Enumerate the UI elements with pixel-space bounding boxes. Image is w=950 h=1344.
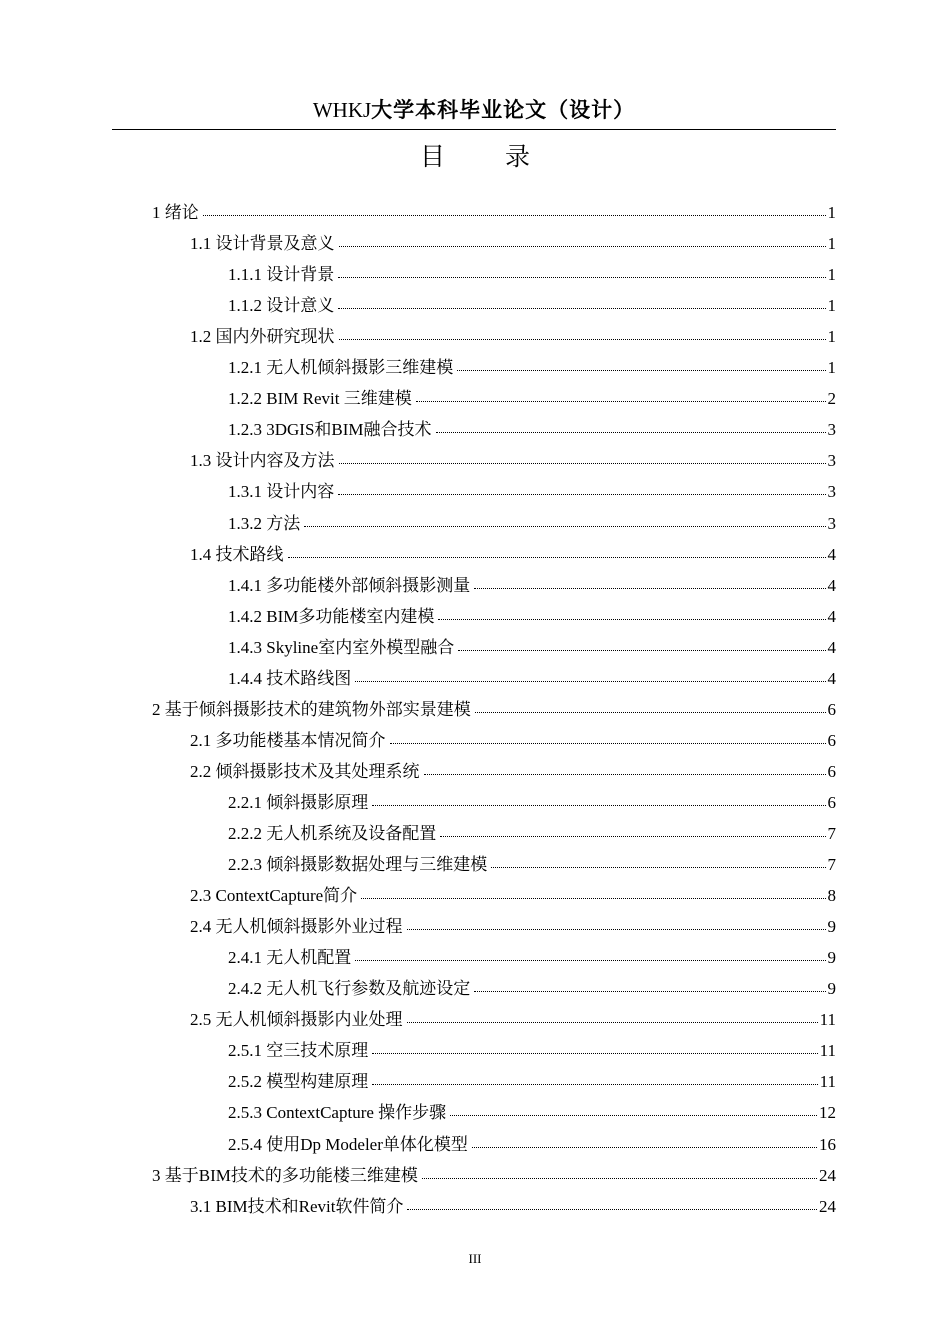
toc-entry-label: 2.4.1 无人机配置 — [228, 948, 352, 968]
toc-entry-page: 1 — [827, 296, 836, 316]
toc-dot-leader — [355, 960, 825, 961]
toc-entry-label: 3 基于BIM技术的多功能楼三维建模 — [152, 1165, 418, 1185]
toc-entry-page: 1 — [827, 234, 836, 254]
toc-entry-label: 2.5.2 模型构建原理 — [228, 1072, 369, 1092]
toc-dot-leader — [475, 712, 826, 713]
toc-entry-page: 4 — [827, 668, 836, 688]
toc-dot-leader — [338, 277, 825, 278]
toc-dot-leader — [422, 1178, 817, 1179]
toc-entry-label: 1.4.4 技术路线图 — [228, 668, 352, 688]
toc-entry[interactable] — [228, 383, 836, 414]
toc-dot-leader — [372, 805, 825, 806]
toc-entry[interactable] — [228, 663, 836, 694]
toc-dot-leader — [407, 929, 826, 930]
toc-entry-page: 1 — [827, 265, 836, 285]
toc-entry-page: 11 — [819, 1010, 836, 1030]
toc-dot-leader — [436, 432, 826, 433]
toc-entry[interactable] — [228, 787, 836, 818]
toc-dot-leader — [438, 619, 825, 620]
toc-entry-page: 6 — [827, 761, 836, 781]
toc-dot-leader — [491, 867, 825, 868]
toc-entry-page: 4 — [827, 606, 836, 626]
toc-entry-label: 2.5.4 使用Dp Modeler单体化模型 — [228, 1134, 468, 1154]
toc-entry[interactable] — [190, 321, 836, 352]
toc-entry[interactable] — [228, 849, 836, 880]
toc-entry[interactable] — [190, 911, 836, 942]
toc-title: 目 录 — [420, 142, 556, 171]
toc-dot-leader — [355, 681, 825, 682]
toc-entry-page: 7 — [827, 855, 836, 875]
toc-entry-page: 3 — [827, 420, 836, 440]
toc-entry[interactable] — [228, 973, 836, 1004]
toc-dot-leader — [372, 1084, 817, 1085]
toc-dot-leader — [450, 1115, 817, 1116]
toc-dot-leader — [440, 836, 825, 837]
toc-dot-leader — [372, 1053, 817, 1054]
toc-entry-label: 1.2 国内外研究现状 — [190, 327, 335, 347]
toc-dot-leader — [424, 774, 826, 775]
toc-entry-page: 4 — [827, 637, 836, 657]
toc-entry-label: 2.5.3 ContextCapture 操作步骤 — [228, 1103, 447, 1123]
toc-entry-page: 9 — [827, 917, 836, 937]
toc-entry-page: 1 — [827, 327, 836, 347]
toc-entry[interactable] — [228, 570, 836, 601]
toc-entry-page: 9 — [827, 979, 836, 999]
toc-dot-leader — [472, 1147, 817, 1148]
toc-entry[interactable] — [228, 1066, 836, 1097]
toc-entry-page: 3 — [827, 513, 836, 533]
toc-entry[interactable] — [190, 228, 836, 259]
toc-entry-page: 3 — [827, 482, 836, 502]
toc-entry-label: 1.4.1 多功能楼外部倾斜摄影测量 — [228, 575, 471, 595]
toc-dot-leader — [390, 743, 826, 744]
toc-dot-leader — [474, 588, 825, 589]
toc-entry-page: 3 — [827, 451, 836, 471]
header-latin: WHKJ — [312, 98, 372, 122]
toc-entry[interactable] — [228, 632, 836, 663]
page-number: III — [468, 1251, 482, 1266]
toc-dot-leader — [339, 463, 826, 464]
toc-entry-label: 2.4.2 无人机飞行参数及航迹设定 — [228, 979, 471, 999]
toc-dot-leader — [304, 526, 825, 527]
toc-entry-label: 2.2.1 倾斜摄影原理 — [228, 792, 369, 812]
toc-entry[interactable] — [228, 290, 836, 321]
toc-dot-leader — [339, 246, 826, 247]
toc-entry-label: 1.4.3 Skyline室内室外模型融合 — [228, 637, 455, 657]
toc-entry-label: 2.2 倾斜摄影技术及其处理系统 — [190, 761, 420, 781]
toc-entry-page: 4 — [827, 544, 836, 564]
toc-entry[interactable] — [152, 694, 836, 725]
toc-entry-label: 1.2.3 3DGIS和BIM融合技术 — [228, 420, 432, 440]
toc-dot-leader — [457, 370, 825, 371]
toc-entry[interactable] — [228, 1129, 836, 1160]
toc-dot-leader — [339, 339, 826, 340]
toc-entry-page: 7 — [827, 824, 836, 843]
toc-entry-page: 4 — [827, 575, 836, 595]
toc-entry-label: 1 绪论 — [152, 203, 199, 222]
toc-entry-label: 2.1 多功能楼基本情况简介 — [190, 730, 386, 750]
toc-entry-page: 6 — [827, 730, 836, 750]
toc-entry-page: 6 — [827, 699, 836, 719]
toc-dot-leader — [458, 650, 825, 651]
toc-entry-page: 11 — [819, 1072, 836, 1092]
toc-entry[interactable] — [228, 601, 836, 632]
toc-entry-page: 11 — [819, 1041, 836, 1061]
toc-entry-label: 1.4 技术路线 — [190, 544, 284, 564]
toc-dot-leader — [474, 991, 825, 992]
toc-dot-leader — [338, 308, 825, 309]
toc-entry[interactable] — [152, 1160, 836, 1191]
running-header — [112, 95, 836, 125]
toc-entry-page: 24 — [819, 1196, 836, 1216]
toc-entry[interactable] — [228, 508, 836, 539]
toc-entry-label: 3.1 BIM技术和Revit软件简介 — [190, 1196, 404, 1216]
toc-dot-leader — [203, 215, 826, 216]
toc-entry-label: 2.3 ContextCapture简介 — [190, 886, 358, 906]
toc-entry[interactable] — [228, 942, 836, 973]
toc-entry-page: 9 — [827, 948, 836, 968]
toc-entry-label: 1.1.1 设计背景 — [228, 265, 335, 285]
toc-entry[interactable] — [190, 725, 836, 756]
toc-entry-page: 2 — [827, 389, 836, 409]
toc-entry[interactable] — [190, 445, 836, 476]
toc-entry-page: 1 — [827, 203, 836, 222]
toc-entry-label: 2.2.3 倾斜摄影数据处理与三维建模 — [228, 855, 488, 875]
toc-entry[interactable] — [190, 1191, 836, 1222]
toc-entry-label: 2.5.1 空三技术原理 — [228, 1041, 369, 1061]
toc-entry-label: 1.3 设计内容及方法 — [190, 451, 335, 471]
toc-entry[interactable] — [228, 1035, 836, 1066]
toc-dot-leader — [407, 1022, 818, 1023]
toc-entry[interactable] — [228, 476, 836, 507]
toc-entry-page: 8 — [827, 886, 836, 906]
toc-entry[interactable] — [228, 1097, 836, 1128]
toc-entry-label: 1.2.2 BIM Revit 三维建模 — [228, 389, 412, 409]
toc-entry-page: 6 — [827, 792, 836, 812]
toc-entry-label: 2.5 无人机倾斜摄影内业处理 — [190, 1010, 403, 1030]
toc-entry[interactable] — [228, 818, 836, 849]
toc-entry-label: 1.1 设计背景及意义 — [190, 234, 335, 254]
toc-entry[interactable] — [228, 259, 836, 290]
toc-entry-label: 2.2.2 无人机系统及设备配置 — [228, 824, 437, 843]
toc-entry[interactable] — [190, 539, 836, 570]
toc-entry-label: 1.3.1 设计内容 — [228, 482, 335, 502]
header-rule — [112, 129, 836, 130]
toc-dot-leader — [288, 557, 826, 558]
toc-entry[interactable] — [228, 414, 836, 445]
toc-entry[interactable] — [190, 1004, 836, 1035]
toc-dot-leader — [407, 1209, 817, 1210]
toc-dot-leader — [416, 401, 826, 402]
header-title: 大学本科毕业论文（设计） — [371, 98, 636, 122]
toc-entry-label: 1.3.2 方法 — [228, 513, 301, 533]
toc-entry[interactable] — [190, 756, 836, 787]
toc-entry-label: 1.2.1 无人机倾斜摄影三维建模 — [228, 358, 454, 378]
toc-entry-label: 1.1.2 设计意义 — [228, 296, 335, 316]
toc-entry-label: 2 基于倾斜摄影技术的建筑物外部实景建模 — [152, 699, 471, 719]
toc-dot-leader — [361, 898, 825, 899]
toc-entry-label: 1.4.2 BIM多功能楼室内建模 — [228, 606, 435, 626]
toc-entry[interactable] — [190, 880, 836, 911]
toc-entry-page: 16 — [819, 1134, 836, 1154]
toc-entry-label: 2.4 无人机倾斜摄影外业过程 — [190, 917, 403, 937]
toc-entry-page: 1 — [827, 358, 836, 378]
toc-entry-page: 24 — [819, 1165, 836, 1185]
toc-entry[interactable] — [228, 352, 836, 383]
toc-entry[interactable] — [152, 197, 836, 228]
toc-dot-leader — [338, 494, 825, 495]
toc-entry-page: 12 — [819, 1103, 836, 1123]
